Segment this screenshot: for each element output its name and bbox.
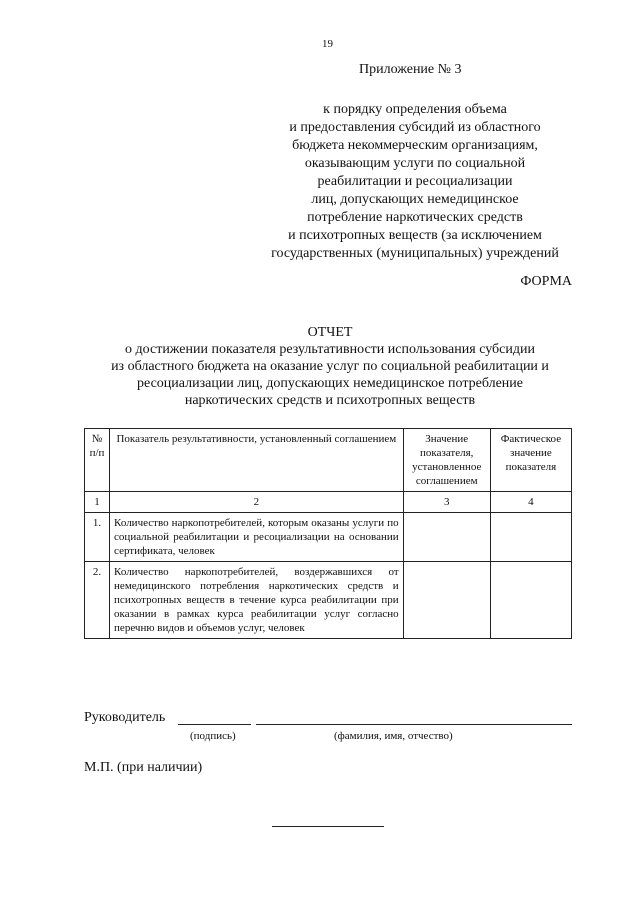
end-divider: [272, 826, 384, 827]
column-index: 3: [403, 492, 490, 513]
appendix-line: потребление наркотических средств: [307, 210, 523, 225]
appendix-line: и предоставления субсидий из областного: [289, 120, 541, 135]
row-actual-cell: [490, 513, 571, 562]
table-row: [85, 513, 572, 562]
row-planned-cell: [403, 562, 490, 639]
appendix-reference: [250, 101, 580, 263]
column-index: 2: [110, 492, 404, 513]
appendix-line: лиц, допускающих немедицинское: [311, 192, 519, 207]
form-label: ФОРМА: [520, 274, 572, 289]
subtitle-line: о достижении показателя результативности использования субсидии: [125, 342, 535, 357]
appendix-line: бюджета некоммерческим организациям,: [292, 138, 538, 153]
subtitle-line: из областного бюджета на оказание услуг по социальной реабилитации и: [111, 359, 549, 374]
row-planned-cell: [403, 513, 490, 562]
row-indicator: Количество наркопотребителей, воздержавшихся от немедицинского потребления наркотических средств и психотропных веществ в течение курса реабилитации при оказании в рамках курса реабилитации услуг согласно перечню видов и объемов услуг, человек: [110, 562, 404, 639]
report-table: [84, 428, 572, 639]
table-header-row: [85, 429, 572, 492]
header-planned: Значение показателя, установленное соглашением: [403, 429, 490, 492]
appendix-line: реабилитации и ресоциализации: [317, 174, 513, 189]
signature-caption: (подпись): [190, 730, 236, 742]
report-subtitle: [40, 341, 620, 409]
appendix-title: Приложение № 3: [359, 62, 462, 77]
header-num: № п/п: [85, 429, 110, 492]
column-index: 1: [85, 492, 110, 513]
appendix-line: государственных (муниципальных) учреждений: [271, 246, 559, 261]
subtitle-line: ресоциализации лиц, допускающих немедицинское потребление: [137, 376, 523, 391]
appendix-line: оказывающим услуги по социальной: [304, 156, 526, 171]
stamp-label: М.П. (при наличии): [84, 760, 203, 775]
row-num: 2.: [85, 562, 110, 639]
signature-line: [178, 724, 251, 725]
report-title: ОТЧЕТ: [307, 325, 353, 340]
subtitle-line: наркотических средств и психотропных веществ: [184, 393, 476, 408]
row-actual-cell: [490, 562, 571, 639]
row-num: 1.: [85, 513, 110, 562]
column-index-row: [85, 492, 572, 513]
table-row: [85, 562, 572, 639]
header-actual: Фактическое значение показателя: [490, 429, 571, 492]
page-number: 19: [322, 38, 333, 50]
column-index: 4: [490, 492, 571, 513]
name-caption: (фамилия, имя, отчество): [334, 730, 453, 742]
row-indicator: Количество наркопотребителей, которым оказаны услуги по социальной реабилитации и ресоциализации на основании сертификата, человек: [110, 513, 404, 562]
signature-label: Руководитель: [84, 710, 166, 725]
name-line: [256, 724, 572, 725]
appendix-line: и психотропных веществ (за исключением: [288, 228, 542, 243]
appendix-line: к порядку определения объема: [323, 102, 507, 117]
header-indicator: Показатель результативности, установленный соглашением: [110, 429, 404, 492]
